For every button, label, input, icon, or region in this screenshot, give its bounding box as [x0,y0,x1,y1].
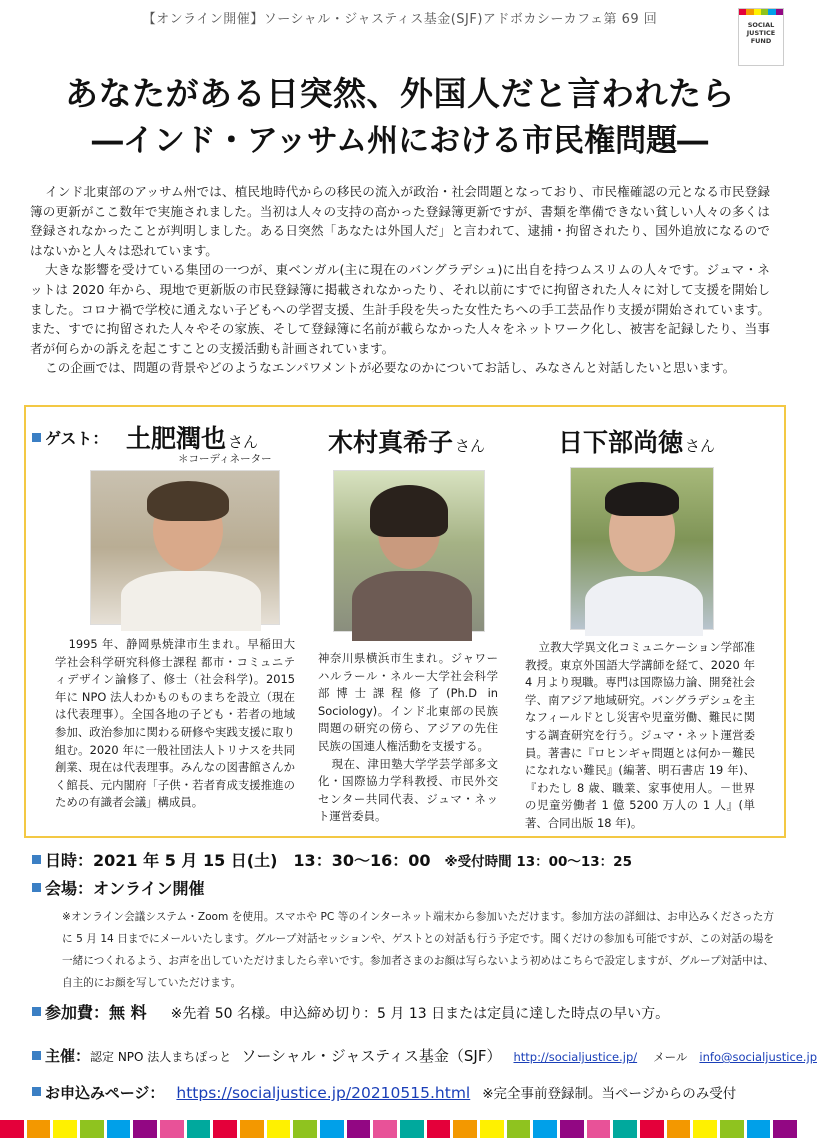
footer-color-block [533,1120,557,1138]
guest-bio-2 [318,650,498,826]
footer-color-block [667,1120,691,1138]
fee-value: 無 料 [109,1003,147,1022]
honorific: さん [455,437,486,455]
bullet-square-icon [32,1007,41,1016]
logo-text-line-2: JUSTICE [746,29,776,37]
footer-color-block [320,1120,344,1138]
sub-title: ―インド・アッサム州における市民権問題― [91,123,709,159]
bullet-square-icon [32,883,41,892]
bullet-square-icon [32,1051,41,1060]
footer-color-block [267,1120,291,1138]
organizer-line [32,1045,817,1066]
logo-text-line-3: FUND [750,37,772,45]
footer-color-block [587,1120,611,1138]
footer-color-block [187,1120,211,1138]
guest-name-1 [126,419,258,455]
footer-color-block [160,1120,184,1138]
footer-color-block [427,1120,451,1138]
guest-label [32,426,108,449]
venue-value: オンライン開催 [93,879,205,898]
footer-color-block [53,1120,77,1138]
event-venue [32,876,205,899]
footer-color-block [773,1120,797,1138]
intro-text [30,182,770,378]
footer-color-block [27,1120,51,1138]
bullet-square-icon [32,1087,41,1096]
footer-color-block [133,1120,157,1138]
footer-color-block [507,1120,531,1138]
logo-color-stripe [761,9,768,15]
bullet-square-icon [32,433,41,442]
organizer-url-link[interactable]: http://socialjustice.jp/ [513,1050,638,1064]
event-series-line: 【オンライン開催】ソーシャル・ジャスティス基金(SJF)アドボカシーカフェ第 69 回 [142,12,658,27]
main-title: あなたがある日突然、外国人だと言われたら [65,74,735,113]
honorific: さん [228,433,259,451]
logo-text [739,21,783,45]
guest-photo-3 [570,467,714,630]
guest-name-2-text: 木村真希子 [328,428,454,457]
organizer-name: ソーシャル・ジャスティス基金（SJF） [241,1047,502,1065]
footer-color-block [720,1120,744,1138]
logo-color-stripe [776,9,783,15]
guest-bio-3: 立教大学異文化コミュニケーション学部准教授。東京外国語大学講師を経て、2020 年 4 月より現職。専門は国際協力論、開発社会学、南アジア地域研究。バングラデシュを主なフィールドとし災害や児童労働、難民に関する調査研究を行う。ジュマ・ネット運営委員。著書に『ロヒンギャ問題とは何か－難民になれない難民』(編著、明石書店 19 年)、『わたし 8 歳、職業、家事使用人。－世界の児童労働者 1 億 5200 万人の 1 人』(単著、合同出版 18 年)。 [525,640,755,830]
footer-color-block [640,1120,664,1138]
logo-color-stripe [739,9,746,15]
intro-paragraph-1: インド北東部のアッサム州では、植民地時代からの移民の流入が政治・社会問題となっており、市民権確認の元となる市民登録簿の更新がここ数年で実施されました。当初は人々の支持の高かった登録簿更新ですが、書類を準備できない貧しい人々の多くは登録されなかったことが判明しました。ある日突然「あなたは外国人だ」と言われて、逮捕・拘留されたり、国外追放になるのではないかと人々は恐れています。 [30,184,770,258]
bullet-square-icon [32,855,41,864]
guest-label-text: ゲスト： [45,429,109,448]
date-value: 2021 年 5 月 15 日(土) 13：30～16：00 [93,851,431,870]
event-date [32,848,632,871]
footer-color-block [240,1120,264,1138]
footer-color-block [693,1120,717,1138]
logo-color-stripe [746,9,753,15]
honorific: さん [685,437,716,455]
application-label: お申込みページ： [45,1084,165,1102]
fee-line [32,1000,669,1023]
organizer-email-link[interactable]: info@socialjustice.jp [699,1050,817,1064]
reception-note: ※受付時間 13：00～13：25 [444,854,632,870]
fee-note: ※先着 50 名様。申込締め切り：5 月 13 日または定員に達した時点の早い方。 [170,1006,670,1022]
online-notice: ※オンライン会議システム・Zoom を使用。スマホや PC 等のインターネット端末から参加いただけます。参加方法の詳細は、お申込みくださった方に 5 月 14 日までにメールいたします。グループ対話セッションや、ゲストとの対話も行う予定です。聞くだけの参加も可能ですが、この対話の場を一緒につくれるよう、お声を出していただけましたら幸いです。参加者さまのお顔は写らないよう初めはこちらで設定しますが、グループ対話中は、自主的にお顔を写していただけます。 [62,911,774,989]
footer-color-block [453,1120,477,1138]
application-note: ※完全事前登録制。当ページからのみ受付 [482,1086,737,1102]
application-url-link[interactable]: https://socialjustice.jp/20210515.html [176,1084,471,1102]
footer-color-block [747,1120,771,1138]
guest-bio-1: 1995 年、静岡県焼津市生まれ。早稲田大学社会科学研究科修士課程 都市・コミュニティデザイン論修了、修士（社会科学)。2015 年に NPO 法人わかものものまちを設立（現在は代表理事）。全国各地の子ども・若者の地域参加、政治参加に関わる研修や実践支援に取り組む。2020 年に一般社団法人トリナスを共同創業、現在は代表理事。みんなの図書館さんかく館長、元内閣府「子供・若者育成支援推進のための有識者会議」構成員。 [55,637,295,810]
guest-name-2 [328,423,485,459]
coordinator-note: ＊コーディネーター [178,453,272,465]
footer-color-block [400,1120,424,1138]
footer-color-block [107,1120,131,1138]
guest-name-3 [558,423,715,459]
guest-photo-1 [90,470,280,625]
footer-color-bar [0,1120,800,1138]
footer-color-block [373,1120,397,1138]
logo-color-bars [739,9,783,15]
logo-color-stripe [754,9,761,15]
footer-color-block [213,1120,237,1138]
sjf-logo [738,8,784,66]
footer-color-block [480,1120,504,1138]
date-label: 日時： [45,851,94,870]
footer-color-block [613,1120,637,1138]
footer-color-block [560,1120,584,1138]
organizer-cohost: 認定 NPO 法人まちぽっと [90,1050,232,1064]
mail-label: メール [653,1050,688,1064]
venue-label: 会場： [45,879,94,898]
footer-color-block [0,1120,24,1138]
intro-paragraph-3: この企画では、問題の背景やどのようなエンパワメントが必要なのかについてお話し、みなさんと対話したいと思います。 [45,360,736,376]
guest-name-1-text: 土肥潤也 [126,424,227,453]
guest-name-3-text: 日下部尚徳 [558,428,684,457]
organizer-label: 主催： [45,1047,91,1065]
footer-color-block [80,1120,104,1138]
guest-photo-2 [333,470,485,632]
guest-bio-2-paragraph-1: 神奈川県横浜市生まれ。ジャワーハルラール・ネルー大学社会科学部博士課程修了(Ph.D in Sociology)。インド北東部の民族問題の研究の傍ら、アジアの先住民族の国連人権活動を支援する。 [318,651,498,753]
guest-bio-2-paragraph-2: 現在、津田塾大学学芸学部多文化・国際協力学科教授、市民外交センター共同代表、ジュマ・ネット運営委員。 [318,756,498,824]
intro-paragraph-2: 大きな影響を受けている集団の一つが、東ベンガル(主に現在のバングラデシュ)に出自を持つムスリムの人々です。ジュマ・ネットは 2020 年から、現地で更新版の市民登録簿に掲載されなかったり、それ以前にすでに拘留された人々に対して支援を開始しました。コロナ禍で学校に通えない子どもへの学習支援、生計手段を失った女性たちへの手工芸品作り支援が開始されています。また、すでに拘留された人々やその家族、そして登録簿に名前が載らなかった人々をネットワーク化し、被害を記録したり、当事者が何らかの訴えを起こすことの支援活動も計画されています。 [30,262,770,356]
logo-color-stripe [768,9,775,15]
application-line [32,1082,736,1103]
footer-color-block [347,1120,371,1138]
footer-color-block [293,1120,317,1138]
logo-text-line-1: SOCIAL [747,21,775,29]
fee-label: 参加費： [45,1003,110,1022]
